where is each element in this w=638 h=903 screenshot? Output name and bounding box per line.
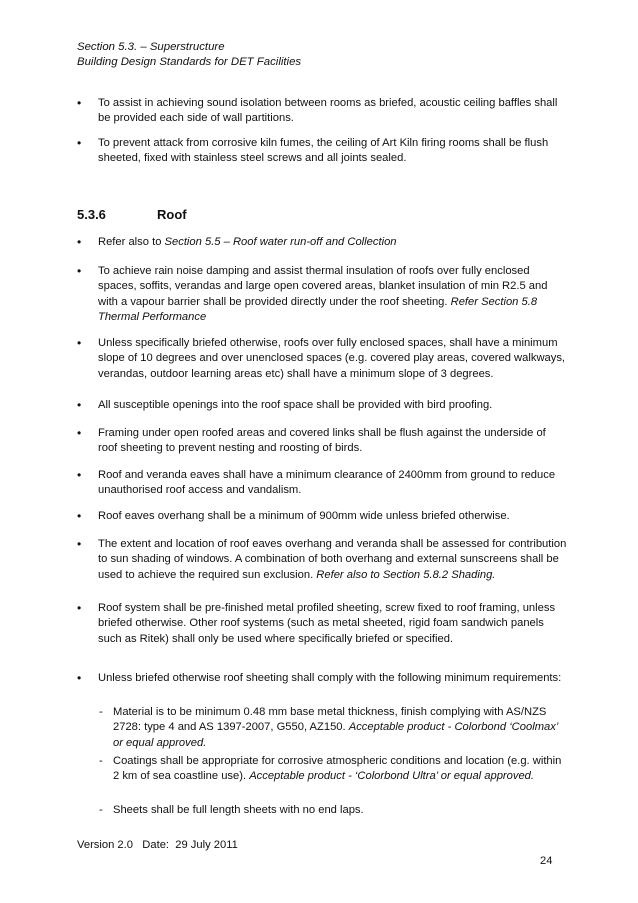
list-item: [77, 468, 567, 499]
list-item: [77, 537, 567, 583]
acceptable-product: Acceptable product - Colorbond ‘Coolmax’ or equal approved.: [113, 721, 558, 749]
acceptable-product: Acceptable product - ‘Colorbond Ultra’ or equal approved.: [249, 770, 535, 783]
list-item: [77, 235, 567, 250]
list-item-text: Unless specifically briefed otherwise, roofs over fully enclosed spaces, shall have a minimum slope of 10 degrees and over unenclosed spaces (e.g. covered play areas, covered walkways, verandas, outdoor learning areas etc) shall have a minimum slope of 3 degrees.: [98, 337, 566, 380]
dash-icon: -: [99, 706, 103, 718]
list-item-text: Roof system shall be pre-finished metal profiled sheeting, screw fixed to roof framing, unless briefed otherwise. Other roof systems (such as metal sheeted, rigid foam sandwich panels such as Ritek) shall only be used where specifically briefed or specified.: [98, 602, 556, 645]
list-item: [77, 136, 567, 167]
cross-reference: Section 5.5 – Roof water run-off and Collection: [164, 236, 397, 248]
bullet-icon: •: [77, 96, 82, 110]
bullet-icon: •: [77, 537, 82, 551]
sub-list-item: [99, 803, 569, 818]
cross-reference: Refer also to Section 5.8.2 Shading.: [316, 568, 496, 581]
bullet-icon: •: [77, 398, 82, 412]
sub-list-item-text: Coatings shall be appropriate for corrosive atmospheric conditions and location (e.g. within 2 km of sea coastline use).: [113, 755, 562, 783]
list-item-text: The extent and location of roof eaves overhang and veranda shall be assessed for contribution to sun shading of windows. A combination of both overhang and external sunscreens shall be used to achieve the required sun exclusion.: [98, 538, 567, 581]
cross-reference: Refer Section 5.8 Thermal Performance: [98, 295, 538, 323]
page-header: [77, 40, 301, 70]
sub-list-item-text: Material is to be minimum 0.48 mm base metal thickness, finish complying with AS/NZS 2728: type 4 and AS 1397-2007, G550, AZ150.: [113, 706, 547, 734]
list-item-text: Roof and veranda eaves shall have a minimum clearance of 2400mm from ground to reduce unauthorised roof access and vandalism.: [98, 469, 556, 497]
sub-list-item: [99, 705, 569, 751]
bullet-icon: •: [77, 601, 82, 615]
sub-list-item: [99, 754, 569, 785]
list-item-text: Refer also to: [98, 236, 165, 248]
bullet-icon: •: [77, 468, 82, 482]
section-title: Roof: [157, 207, 187, 222]
sub-list-item-text: Sheets shall be full length sheets with no end laps.: [113, 804, 364, 816]
list-item: [77, 398, 567, 413]
section-heading: [77, 207, 187, 222]
bullet-icon: •: [77, 136, 82, 150]
list-item: [77, 671, 567, 686]
list-item: [77, 96, 567, 127]
bullet-icon: •: [77, 671, 82, 685]
list-item: [77, 426, 567, 457]
list-item-text: All susceptible openings into the roof space shall be provided with bird proofing.: [98, 399, 493, 411]
list-item-text: Roof eaves overhang shall be a minimum of 900mm wide unless briefed otherwise.: [98, 510, 510, 522]
bullet-icon: •: [77, 235, 82, 249]
header-document-title: Building Design Standards for DET Facilities: [77, 56, 302, 68]
list-item-text: To assist in achieving sound isolation between rooms as briefed, acoustic ceiling baffles shall be provided each side of wall partitions.: [98, 97, 558, 125]
bullet-icon: •: [77, 509, 82, 523]
list-item-text: To prevent attack from corrosive kiln fumes, the ceiling of Art Kiln firing rooms shall be flush sheeted, fixed with stainless steel screws and all joints sealed.: [98, 137, 549, 165]
list-item: [77, 509, 567, 524]
bullet-icon: •: [77, 336, 82, 350]
list-item-text: To achieve rain noise damping and assist thermal insulation of roofs over fully enclosed spaces, soffits, verandas and large open covered areas, blanket insulation of min R2.5 and with a vapour barrier shall be provided directly under the roof sheeting.: [98, 265, 548, 308]
list-item: [77, 336, 567, 382]
list-item-text: Unless briefed otherwise roof sheeting shall comply with the following minimum requirements:: [98, 672, 562, 684]
page-footer: Version 2.0 Date: 29 July 2011: [77, 839, 238, 851]
list-item-text: Framing under open roofed areas and covered links shall be flush against the underside of roof sheeting to prevent nesting and roosting of birds.: [98, 427, 546, 455]
bullet-icon: •: [77, 264, 82, 278]
dash-icon: -: [99, 804, 103, 816]
dash-icon: -: [99, 755, 103, 767]
bullet-icon: •: [77, 426, 82, 440]
header-section-title: Section 5.3. – Superstructure: [77, 41, 225, 53]
list-item: [77, 264, 567, 325]
section-number: 5.3.6: [77, 207, 106, 222]
list-item: [77, 601, 567, 647]
page-number: 24: [540, 855, 553, 867]
